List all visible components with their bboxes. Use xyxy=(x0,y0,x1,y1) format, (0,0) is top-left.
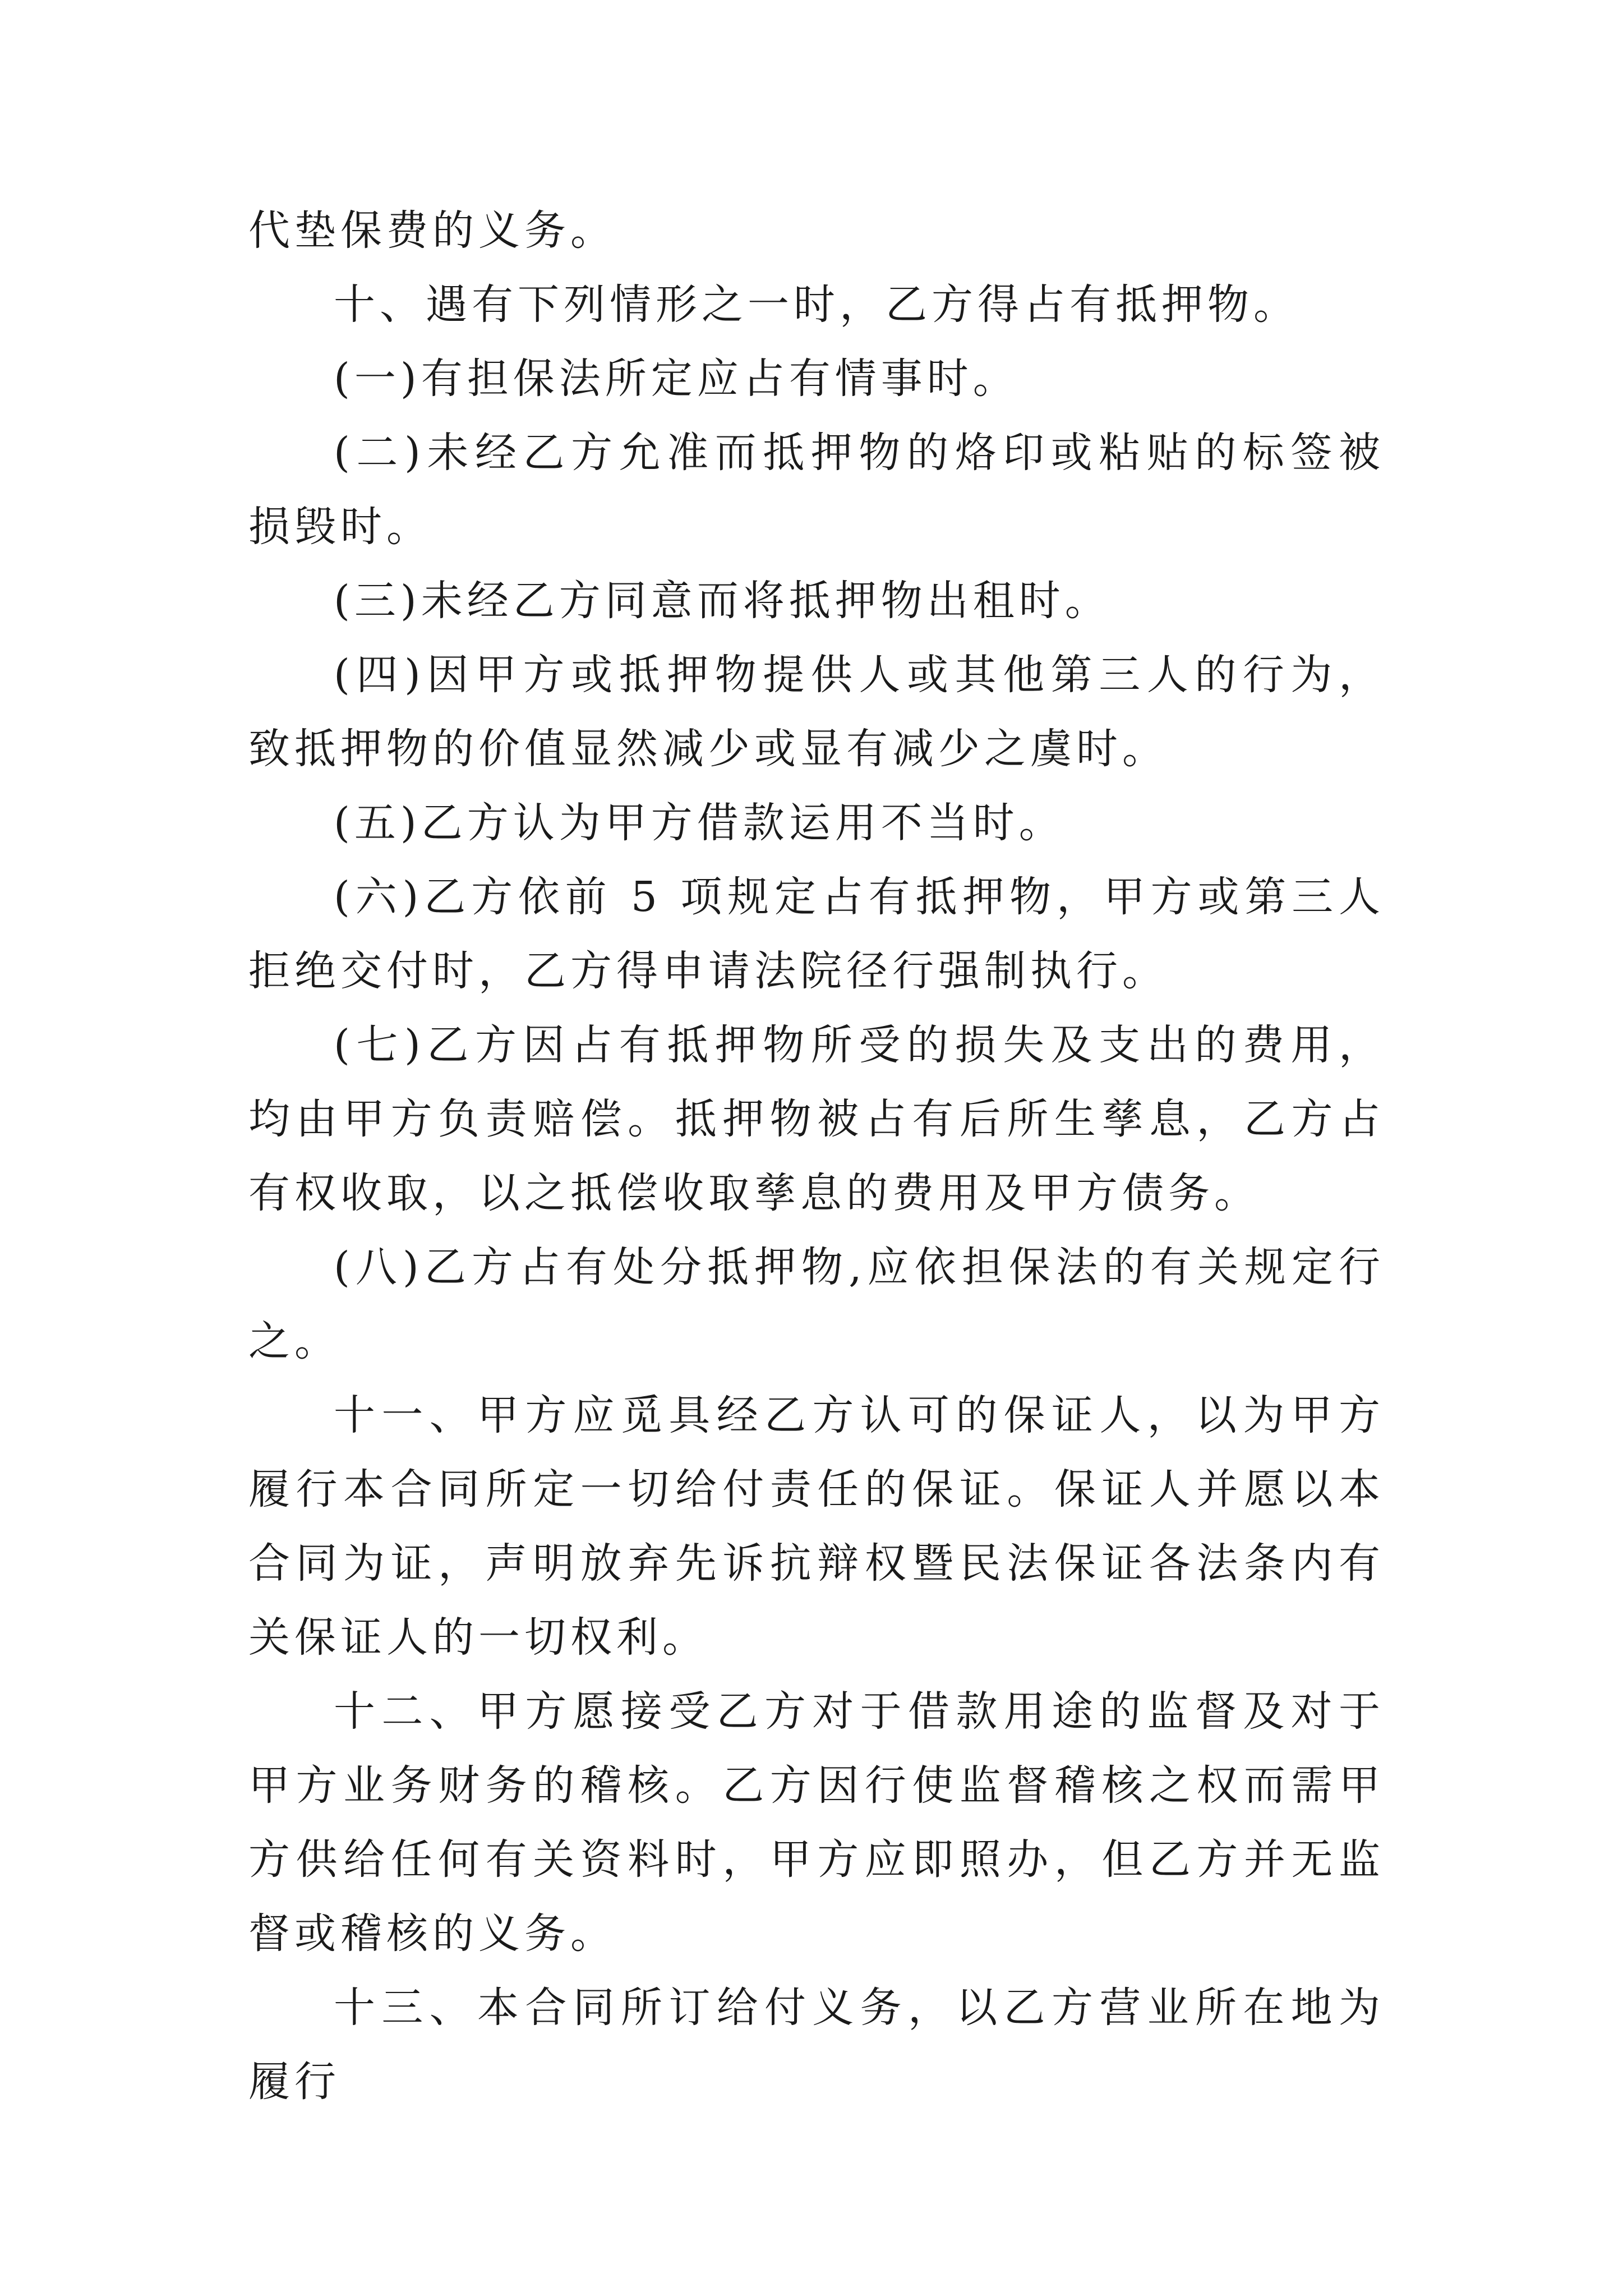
paragraph: (八)乙方占有处分抵押物,应依担保法的有关规定行之。 xyxy=(248,1243,1385,1365)
paragraph: 代垫保费的义务。 xyxy=(248,206,616,255)
paragraph: (四)因甲方或抵押物提供人或其他第三人的行为，致抵押物的价值显然减少或显有减少之虞时。 xyxy=(248,651,1385,773)
paragraph: (六)乙方依前 5 项规定占有抵押物，甲方或第三人拒绝交付时，乙方得申请法院径行强制执行。 xyxy=(248,873,1385,995)
paragraph: 十一、甲方应觅具经乙方认可的保证人，以为甲方履行本合同所定一切给付责任的保证。保证人并愿以本合同为证，声明放弃先诉抗辩权暨民法保证各法条内有关保证人的一切权利。 xyxy=(248,1391,1385,1662)
document-body xyxy=(248,194,1385,2119)
paragraph: (三)未经乙方同意而将抵押物出租时。 xyxy=(334,577,1111,625)
paragraph: 十、遇有下列情形之一时，乙方得占有抵押物。 xyxy=(334,280,1299,329)
paragraph: (一)有担保法所定应占有情事时。 xyxy=(334,355,1019,403)
paragraph: 十三、本合同所订给付义务，以乙方营业所在地为履行 xyxy=(248,1984,1385,2106)
paragraph: 十二、甲方愿接受乙方对于借款用途的监督及对于甲方业务财务的稽核。乙方因行使监督稽核之权而需甲方供给任何有关资料时，甲方应即照办，但乙方并无监督或稽核的义务。 xyxy=(248,1687,1385,1958)
paragraph: (七)乙方因占有抵押物所受的损失及支出的费用，均由甲方负责赔偿。抵押物被占有后所生孳息，乙方占有权收取，以之抵偿收取孳息的费用及甲方债务。 xyxy=(248,1021,1385,1217)
paragraph: (五)乙方认为甲方借款运用不当时。 xyxy=(334,799,1065,847)
paragraph: (二)未经乙方允准而抵押物的烙印或粘贴的标签被损毁时。 xyxy=(248,429,1385,551)
